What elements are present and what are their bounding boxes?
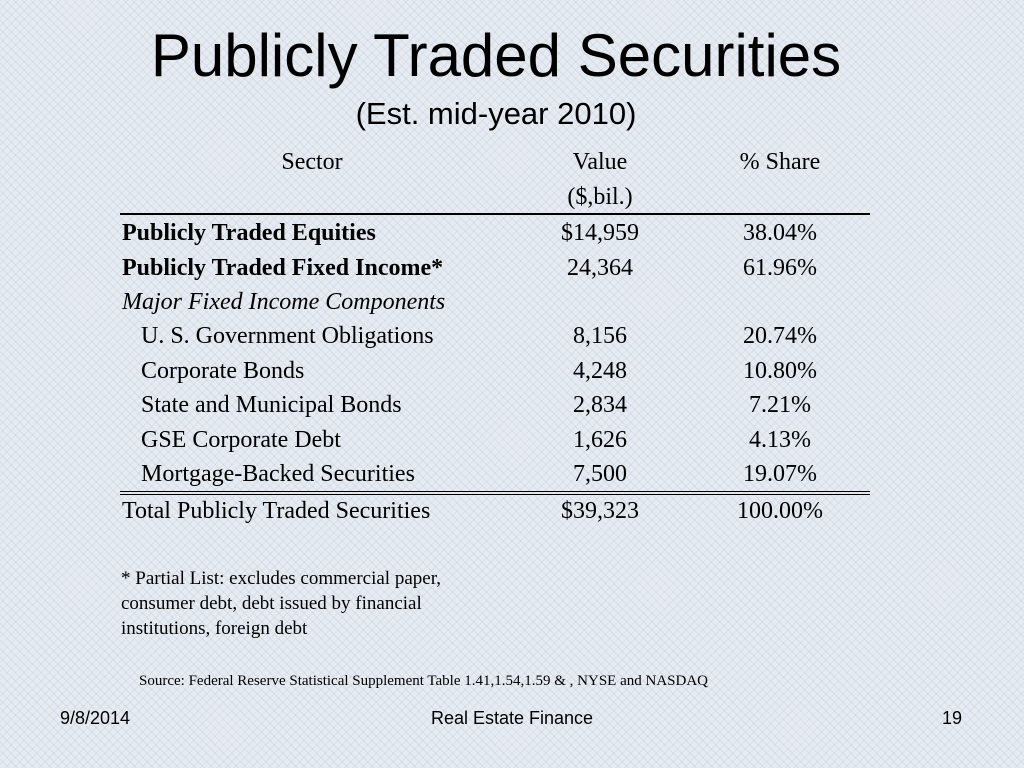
row-share: 38.04% [743, 220, 817, 246]
slide-title: Publicly Traded Securities [150, 22, 842, 89]
footer-page-number: 19 [941, 708, 962, 728]
row-sector: State and Municipal Bonds [141, 392, 402, 418]
table-row [120, 319, 870, 353]
table-row [120, 285, 870, 319]
total-share: 100.00% [737, 498, 823, 524]
row-value: 1,626 [573, 427, 627, 453]
row-share: 4.13% [749, 427, 811, 453]
slide-subtitle: (Est. mid-year 2010) [355, 96, 637, 131]
row-sector: Publicly Traded Equities [122, 220, 376, 246]
total-sector: Total Publicly Traded Securities [122, 498, 431, 524]
header-value: Value [572, 149, 628, 175]
total-row [120, 494, 870, 528]
table-row [120, 388, 870, 422]
row-value: $14,959 [561, 220, 639, 246]
row-sector: U. S. Government Obligations [141, 323, 434, 349]
row-share: 61.96% [743, 255, 817, 281]
row-value: 7,500 [573, 461, 627, 487]
total-value: $39,323 [561, 498, 639, 524]
table-row [120, 354, 870, 388]
source-note: Source: Federal Reserve Statistical Supplement Table 1.41,1.54,1.59 & , NYSE and NASDAQ [139, 673, 709, 689]
row-value: 2,834 [573, 392, 627, 418]
footer-course: Real Estate Finance [430, 708, 594, 728]
table-row [120, 423, 870, 457]
header-value-unit: ($,bil.) [567, 184, 633, 210]
row-sector: Major Fixed Income Components [122, 289, 446, 315]
row-sector: Corporate Bonds [141, 358, 305, 384]
row-value: 24,364 [567, 255, 633, 281]
header-sector: Sector [281, 149, 343, 175]
row-value: 4,248 [573, 358, 627, 384]
header-share: % Share [739, 149, 821, 175]
table-row [120, 216, 870, 250]
row-share: 19.07% [743, 461, 817, 487]
header-rule [120, 213, 870, 215]
row-sector: GSE Corporate Debt [141, 427, 341, 453]
row-share: 20.74% [743, 323, 817, 349]
row-value: 8,156 [573, 323, 627, 349]
total-rule-top [120, 491, 870, 492]
row-sector: Publicly Traded Fixed Income* [122, 255, 444, 281]
table-row [120, 457, 870, 491]
row-share: 7.21% [749, 392, 811, 418]
table-row [120, 251, 870, 285]
footnote: * Partial List: excludes commercial paper, consumer debt, debt issued by financial institutions, foreign debt [121, 568, 442, 639]
footer-date: 9/8/2014 [60, 708, 131, 728]
row-share: 10.80% [743, 358, 817, 384]
row-sector: Mortgage-Backed Securities [141, 461, 415, 487]
